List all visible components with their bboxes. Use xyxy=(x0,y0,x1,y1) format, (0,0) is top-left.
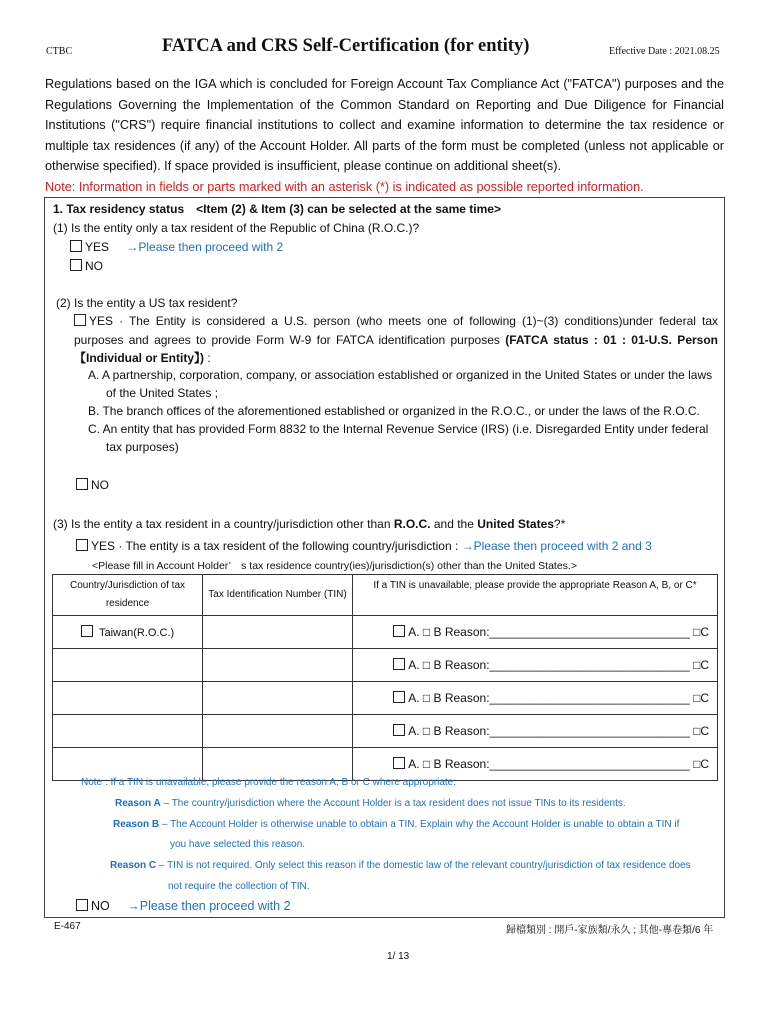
reason-b-text: – The Account Holder is otherwise unable to obtain a TIN. Explain why the Account Holder is unable to obtain a TIN if xyxy=(159,818,680,830)
reason-b-note xyxy=(81,815,721,836)
q2-yes-tail: : xyxy=(204,351,211,365)
q3-yes-option[interactable] xyxy=(76,536,652,557)
reason-options: A. □ B Reason:______________________________ □C xyxy=(408,658,709,672)
q3-question-post: ?* xyxy=(553,517,566,531)
country-cell[interactable] xyxy=(53,616,203,649)
asterisk-note: Note: Information in fields or parts marked with an asterisk (*) is indicated as possible reported information. xyxy=(45,180,644,194)
q1-yes-checkbox[interactable] xyxy=(70,240,82,252)
condition-c: C. An entity that has provided Form 8832 to the Internal Revenue Service (IRS) (i.e. Disregarded Entity under federal tax purposes) xyxy=(88,422,709,454)
reason-cell[interactable] xyxy=(353,682,718,715)
reason-a-checkbox[interactable] xyxy=(393,691,405,703)
reason-a-note xyxy=(81,794,721,815)
reason-options: A. □ B Reason:______________________________ □C xyxy=(408,757,709,771)
q2-question: (2) Is the entity a US tax resident? xyxy=(56,296,238,310)
table-header-row xyxy=(53,575,718,616)
q3-question xyxy=(53,514,565,535)
q2-conditions xyxy=(88,366,718,456)
q1-question: (1) Is the entity only a tax resident of the Republic of China (R.O.C.)? xyxy=(53,221,420,235)
tin-cell[interactable] xyxy=(203,616,353,649)
country-cell[interactable] xyxy=(53,649,203,682)
tin-notes xyxy=(81,773,721,898)
condition-b: B. The branch offices of the aforementioned established or organized in the R.O.C., or under the laws of the R.O.C. xyxy=(88,404,700,418)
q1-yes-option[interactable] xyxy=(70,237,283,258)
q1-no-label: NO xyxy=(85,259,103,273)
intro-paragraph: Regulations based on the IGA which is concluded for Foreign Account Tax Compliance Act ("FATCA") purposes and the Regulations Governing the Implementation of the Common Standard on Reporting and Due Diligence for Financial Institutions ("CRS") require financial institutions to collect and examine information to determine the tax residence or multiple tax residences (if any) of the Account Holder. All parts of the form must be completed (unless not applicable or otherwise specified). If space provided is insufficient, please continue on additional sheet(s). xyxy=(45,77,724,173)
condition-a: A. A partnership, corporation, company, or association established or organized in the United States or under the laws of the United States ; xyxy=(88,368,713,400)
header-country: Country/Jurisdiction of tax residence xyxy=(53,575,203,616)
form-code: E-467 xyxy=(54,921,81,932)
reason-cell[interactable] xyxy=(353,649,718,682)
reason-a-text: – The country/jurisdiction where the Account Holder is a tax resident does not issue TINs to its residents. xyxy=(160,797,626,809)
q3-no-option[interactable] xyxy=(76,896,291,917)
tax-residence-table xyxy=(52,574,718,781)
country-value: Taiwan(R.O.C.) xyxy=(99,627,175,639)
archive-category: 歸檔類別 : 開戶-家族類/永久 ; 其他-專卷類/6 年 xyxy=(506,925,714,936)
page-title: FATCA and CRS Self-Certification (for entity) xyxy=(162,36,530,56)
country-cell[interactable] xyxy=(53,715,203,748)
q2-fatca-status: (FATCA status : 01 : 01-U.S. Person【Individual or Entity】) xyxy=(74,332,718,365)
q3-yes-checkbox[interactable] xyxy=(76,539,88,551)
table-row xyxy=(53,682,718,715)
company-label: CTBC xyxy=(46,46,73,57)
table-row xyxy=(53,649,718,682)
table-row xyxy=(53,616,718,649)
tin-cell[interactable] xyxy=(203,649,353,682)
q3-us: United States xyxy=(477,517,554,531)
reason-b-note-cont: you have selected this reason. xyxy=(170,839,306,851)
q2-yes-option[interactable] xyxy=(74,312,718,368)
effective-date: Effective Date : 2021.08.25 xyxy=(609,46,720,57)
reason-c-note xyxy=(81,856,721,877)
reason-c-note-cont: not require the collection of TIN. xyxy=(168,880,310,892)
section-heading: 1. Tax residency status <Item (2) & Item (3) can be selected at the same time> xyxy=(53,202,501,216)
q3-yes-text: YES · The entity is a tax resident of the following country/jurisdiction : xyxy=(91,539,462,553)
reason-c-text: – TIN is not required. Only select this reason if the domestic law of the relevant country/jurisdiction of tax residence does xyxy=(156,860,691,872)
q1-no-option[interactable] xyxy=(70,256,103,277)
q2-no-option[interactable] xyxy=(76,475,109,496)
q3-no-checkbox[interactable] xyxy=(76,899,88,911)
reason-options: A. □ B Reason:______________________________ □C xyxy=(408,625,709,639)
q3-roc: R.O.C. xyxy=(393,517,431,531)
reason-options: A. □ B Reason:______________________________ □C xyxy=(408,724,709,738)
reason-cell[interactable] xyxy=(353,616,718,649)
q3-no-label: NO xyxy=(91,899,110,913)
page-number: 1/ 13 xyxy=(387,951,410,962)
tin-cell[interactable] xyxy=(203,715,353,748)
reason-cell[interactable] xyxy=(353,715,718,748)
q2-no-label: NO xyxy=(91,478,109,492)
reason-a-checkbox[interactable] xyxy=(393,724,405,736)
q3-and: and the xyxy=(430,517,478,531)
reason-a-checkbox[interactable] xyxy=(393,625,405,637)
reason-a-label: Reason A xyxy=(115,797,161,809)
q3-no-action: →Please then proceed with 2 xyxy=(127,899,291,913)
reason-c-label: Reason C xyxy=(110,860,157,872)
q1-yes-action: →Please then proceed with 2 xyxy=(126,240,284,254)
reason-b-label: Reason B xyxy=(113,818,160,830)
q1-yes-label: YES xyxy=(85,240,110,254)
header-reason: If a TIN is unavailable, please provide the appropriate Reason A, B, or C* xyxy=(353,575,718,616)
reason-a-checkbox[interactable] xyxy=(393,658,405,670)
reason-a-checkbox[interactable] xyxy=(393,757,405,769)
header-tin: Tax Identification Number (TIN) xyxy=(203,575,353,616)
q2-no-checkbox[interactable] xyxy=(76,478,88,490)
q2-yes-text: YES · The Entity is considered a U.S. person (who meets one of following (1)~(3) conditions)under federal tax purposes and agrees to provide Form W-9 for FATCA identification purposes xyxy=(74,314,718,347)
q1-no-checkbox[interactable] xyxy=(70,259,82,271)
q3-yes-action: →Please then proceed with 2 and 3 xyxy=(461,539,652,553)
q3-fill-note: <Please fill in Account Holder’ s tax residence country(ies)/jurisdiction(s) other than the United States.> xyxy=(92,560,577,572)
country-cell[interactable] xyxy=(53,682,203,715)
notes-intro: Note : If a TIN is unavailable, please provide the reason A, B or C where appropriate: xyxy=(81,777,457,788)
reason-options: A. □ B Reason:______________________________ □C xyxy=(408,691,709,705)
tin-cell[interactable] xyxy=(203,682,353,715)
table-row xyxy=(53,715,718,748)
q3-question-pre: (3) Is the entity a tax resident in a country/jurisdiction other than xyxy=(53,517,394,531)
q2-yes-checkbox[interactable] xyxy=(74,314,86,326)
country-checkbox[interactable] xyxy=(81,625,93,637)
